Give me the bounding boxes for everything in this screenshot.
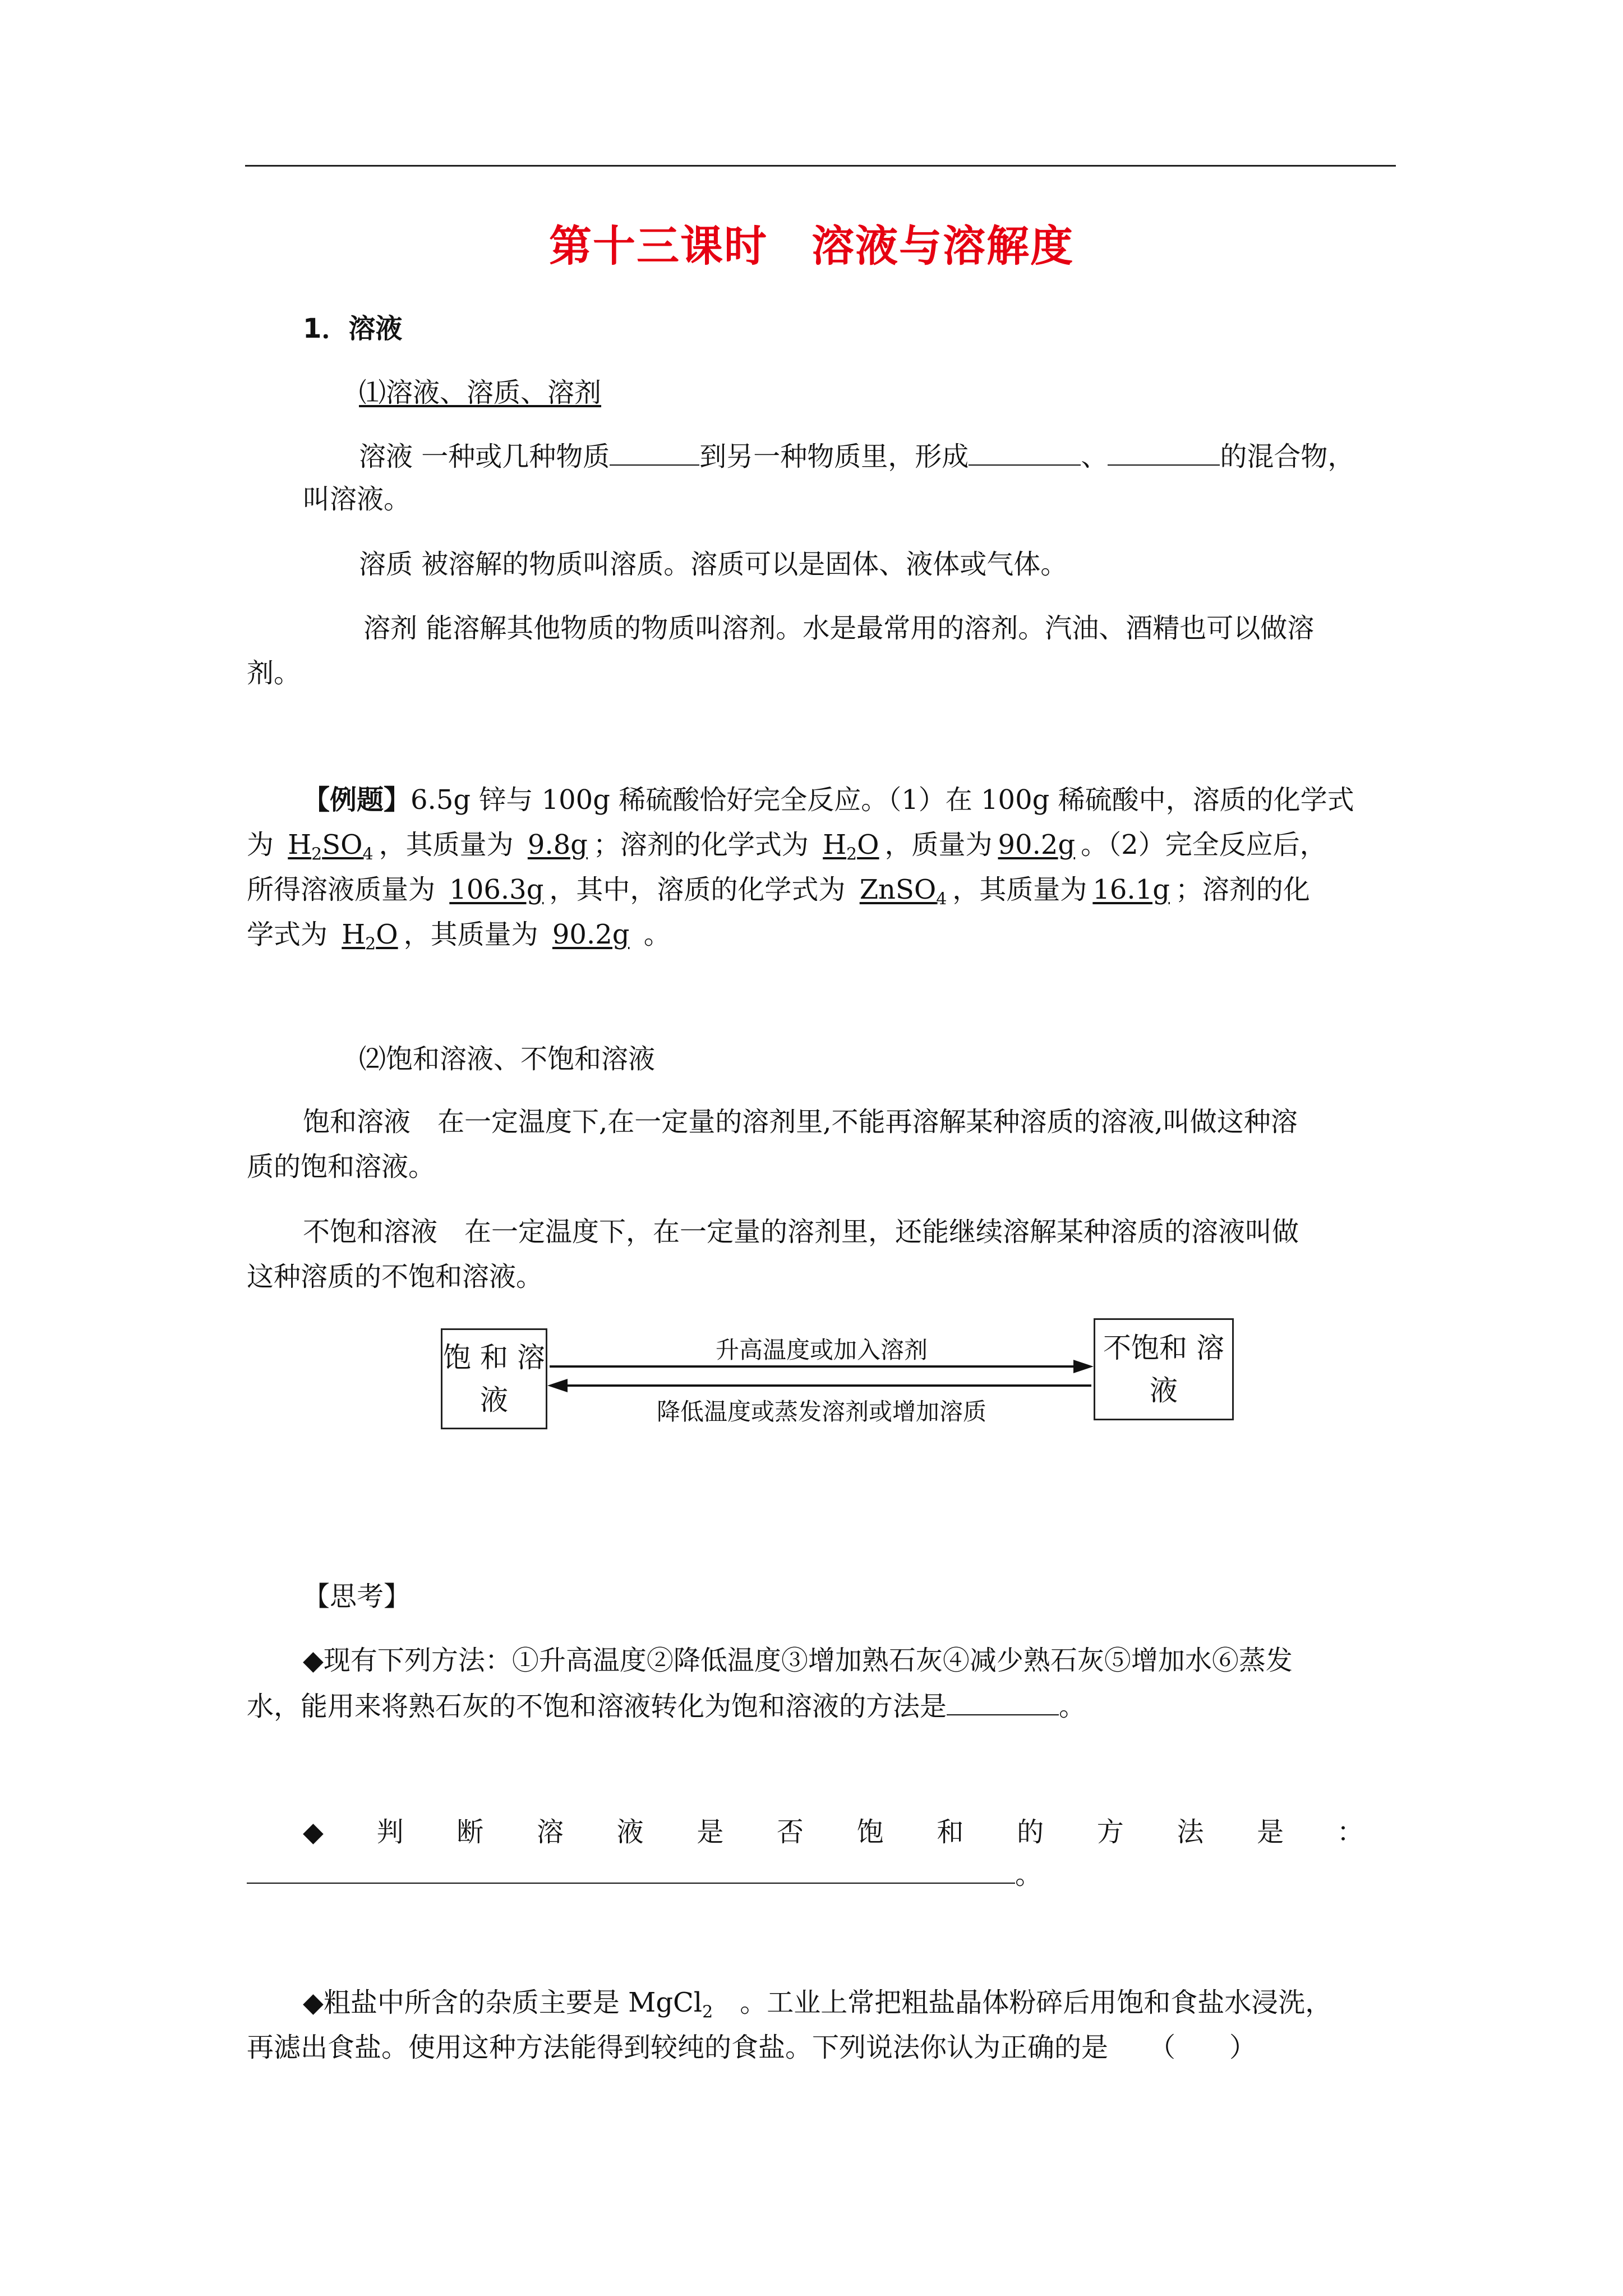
definition-solute: 溶质 被溶解的物质叫溶质。溶质可以是固体、液体或气体。 bbox=[359, 549, 1068, 580]
question-3-line-2: 再滤出食盐。使用这种方法能得到较纯的食盐。下列说法你认为正确的是 （ ） bbox=[247, 2032, 1257, 2063]
answer: 90.2g bbox=[552, 919, 630, 950]
definition-line: 叫溶液。 bbox=[303, 484, 411, 515]
section-heading: 1．溶液 bbox=[303, 313, 403, 344]
arrow-label-top: 升高温度或加入溶剂 bbox=[715, 1336, 928, 1364]
definition-solvent: 溶剂 能溶解其他物质的物质叫溶剂。水是最常用的溶剂。汽油、酒精也可以做溶 bbox=[363, 613, 1315, 644]
answer: 9.8g bbox=[527, 829, 588, 861]
example-line-3: 所得溶液质量为 106.3g ，其中，溶质的化学式为 ZnSO$_4$ ，其质量为 16.1g ；溶剂的化 bbox=[247, 874, 1310, 909]
definition-saturated: 饱和溶液 在一定温度下,在一定量的溶剂里,不能再溶解某种溶质的溶液,叫做这种溶 bbox=[303, 1106, 1298, 1138]
arrowhead-left bbox=[547, 1379, 568, 1392]
fill-blank[interactable] bbox=[247, 1851, 1015, 1884]
term: 饱和溶液 bbox=[303, 1106, 411, 1138]
example-label: 【例题】 bbox=[303, 784, 411, 816]
answer: $H_2O$ bbox=[823, 829, 879, 864]
definition-solution: 溶液 一种或几种物质 到另一种物质里，形成 、 的混合物， bbox=[359, 433, 1354, 479]
definition-line: 剂。 bbox=[247, 657, 301, 689]
definition-line: 质的饱和溶液。 bbox=[247, 1151, 436, 1182]
question-1-line-2: 水，能用来将熟石灰的不饱和溶液转化为饱和溶液的方法是 。 bbox=[247, 1683, 1086, 1729]
example-line-1: 【例题】6.5g 锌与 100g 稀硫酸恰好完全反应。（1）在 100g 稀硫酸中，溶质的化学式 bbox=[303, 784, 1354, 816]
answer: ZnSO$_4$ bbox=[859, 874, 947, 909]
answer: 106.3g bbox=[449, 874, 544, 905]
fill-blank[interactable] bbox=[947, 1683, 1059, 1715]
subsection-heading: ⑵饱和溶液、不饱和溶液 bbox=[359, 1043, 656, 1075]
header-rule bbox=[245, 165, 1396, 167]
think-heading: 【思考】 bbox=[303, 1581, 411, 1612]
saturated-box: 饱 和 溶液 bbox=[441, 1328, 547, 1429]
question-2-line-2: 。 bbox=[247, 1851, 1042, 1897]
arrow-label-bottom: 降低温度或蒸发溶剂或增加溶质 bbox=[656, 1398, 986, 1425]
term: 溶液 bbox=[359, 441, 413, 472]
answer: $H_2SO_4$ bbox=[288, 829, 374, 864]
term: 不饱和溶液 bbox=[303, 1216, 438, 1248]
example-line-4: 学式为 $H_2O$ ，其质量为 90.2g 。 bbox=[247, 919, 671, 954]
fill-blank[interactable] bbox=[1108, 433, 1220, 466]
definition-unsaturated: 不饱和溶液 在一定温度下，在一定量的溶剂里，还能继续溶解某种溶质的溶液叫做 bbox=[303, 1216, 1299, 1248]
term: 溶剂 bbox=[363, 613, 418, 644]
unsaturated-box: 不饱和 溶液 bbox=[1094, 1318, 1234, 1420]
question-3-line-1: ◆粗盐中所含的杂质主要是 MgCl$_2$ 。工业上常把粗盐晶体粉碎后用饱和食盐水浸洗， bbox=[303, 1987, 1332, 2022]
answer: 16.1g bbox=[1092, 874, 1170, 905]
subsection-heading: ⑴溶液、溶质、溶剂 bbox=[359, 377, 602, 408]
page-title: 第十三课时 溶液与溶解度 bbox=[549, 221, 1074, 271]
fill-blank[interactable] bbox=[969, 433, 1081, 466]
fill-blank[interactable] bbox=[610, 433, 699, 466]
question-1-line-1: ◆现有下列方法：①升高温度②降低温度③增加熟石灰④减少熟石灰⑤增加水⑥蒸发 bbox=[303, 1645, 1293, 1676]
example-line-2: 为 $H_2SO_4$ ，其质量为 9.8g ；溶剂的化学式为 $H_2O$ ，质量为 90.2g 。（2）完全反应后， bbox=[247, 829, 1327, 864]
definition-line: 这种溶质的不饱和溶液。 bbox=[247, 1261, 543, 1292]
answer: 90.2g bbox=[998, 829, 1076, 861]
answer: $H_2O$ bbox=[342, 919, 398, 954]
term: 溶质 bbox=[359, 549, 413, 580]
question-2-line-1: ◆ 判 断 溶 液 是 否 饱 和 的 方 法 是 ： bbox=[303, 1816, 1364, 1848]
